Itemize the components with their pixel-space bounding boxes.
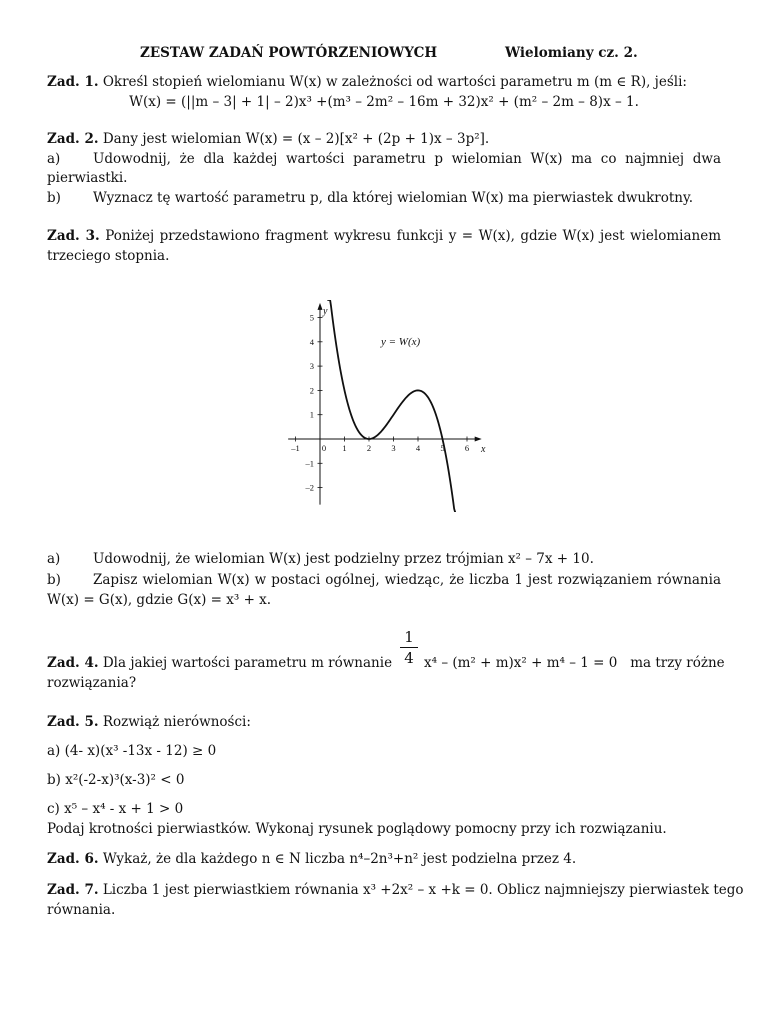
task-3a-text: Udowodnij, że wielomian W(x) jest podzielny przez trójmian x² – 7x + 10. <box>93 551 594 567</box>
task-5-note: Podaj krotności pierwiastków. Wykonaj rysunek poglądowy pomocny przy ich rozwiązaniu. <box>47 821 667 837</box>
task-2a-continued: pierwiastki. <box>47 170 128 186</box>
task-6-text: Wykaż, że dla każdego n ∈ N liczba n⁴–2n³+n² jest podzielna przez 4. <box>102 851 577 867</box>
task-6-label: Zad. 6. <box>47 851 99 867</box>
x-tick-label: 2 <box>366 443 372 453</box>
task-5-intro <box>47 713 721 732</box>
task-2a <box>47 150 721 169</box>
task-5b: b) x²(-2-x)³(x-3)² < 0 <box>47 772 185 788</box>
fraction-numerator: 1 <box>404 628 414 646</box>
task-6 <box>47 850 721 869</box>
x-tick-label: 4 <box>415 443 421 453</box>
task-2b-text: Wyznacz tę wartość parametru p, dla której wielomian W(x) ma pierwiastek dwukrotny. <box>93 190 694 206</box>
task-1-formula: W(x) = (||m – 3| + 1| – 2)x³ +(m³ – 2m² – 16m + 32)x² + (m² – 2m – 8)x – 1. <box>129 94 639 110</box>
polynomial-graph <box>285 300 495 512</box>
task-1-text: Określ stopień wielomianu W(x) w zależności od wartości parametru m (m ∈ R), jeśli: <box>102 74 687 90</box>
task-3-label: Zad. 3. <box>47 228 100 244</box>
task-3b-label: b) <box>47 572 61 588</box>
task-4-text: Dla jakiej wartości parametru m równanie <box>102 655 393 671</box>
fraction-one-quarter <box>398 628 420 667</box>
task-2a-text: Udowodnij, że dla każdej wartości parametru p wielomian W(x) ma co najmniej dwa <box>93 151 721 167</box>
graph-background <box>285 300 495 512</box>
task-4-intro <box>47 654 392 673</box>
task-7-continued: równania. <box>47 902 116 918</box>
graph-title: y = W(x) <box>381 336 421 348</box>
task-5c: c) x⁵ – x⁴ - x + 1 > 0 <box>47 801 184 817</box>
task-2b-label: b) <box>47 190 61 206</box>
y-tick-label: 1 <box>309 409 314 420</box>
x-tick-label: 3 <box>391 443 396 453</box>
x-tick-label: –1 <box>291 443 300 453</box>
y-tick-label: –1 <box>305 458 314 469</box>
worksheet-title: ZESTAW ZADAŃ POWTÓRZENIOWYCH <box>140 45 438 61</box>
fraction-denominator: 4 <box>404 649 414 667</box>
task-2-text: Dany jest wielomian W(x) = (x – 2)[x² + (2p + 1)x – 3p²]. <box>102 131 490 147</box>
task-3-text: Poniżej przedstawiono fragment wykresu funkcji y = W(x), gdzie W(x) jest wielomianem <box>105 228 721 244</box>
y-tick-label: 4 <box>309 336 314 347</box>
task-1-intro <box>47 73 721 92</box>
worksheet-subtitle: Wielomiany cz. 2. <box>505 45 638 61</box>
task-4-label: Zad. 4. <box>47 655 99 671</box>
task-2b <box>47 189 721 208</box>
task-2a-label: a) <box>47 151 61 167</box>
task-3b-text: Zapisz wielomian W(x) w postaci ogólnej, wiedząc, że liczba 1 jest rozwiązaniem równania <box>93 572 721 588</box>
y-tick-label: –2 <box>305 482 314 493</box>
task-7-label: Zad. 7. <box>47 882 99 898</box>
task-5-text: Rozwiąż nierówności: <box>102 714 251 730</box>
task-4-continued: rozwiązania? <box>47 675 137 691</box>
task-3-intro-continued: trzeciego stopnia. <box>47 248 170 264</box>
x-axis-label: x <box>481 444 486 455</box>
task-4-equation: x⁴ – (m² + m)x² + m⁴ – 1 = 0 ma trzy różne <box>424 655 725 671</box>
task-2-label: Zad. 2. <box>47 131 99 147</box>
y-tick-label: 2 <box>309 385 314 396</box>
task-7 <box>47 881 744 900</box>
task-7-text: Liczba 1 jest pierwiastkiem równania x³ +2x² – x +k = 0. Oblicz najmniejszy pierwiastek tego <box>102 882 744 898</box>
task-3b <box>47 571 721 590</box>
task-2-intro <box>47 130 721 149</box>
task-3a <box>47 550 721 569</box>
task-5-label: Zad. 5. <box>47 714 99 730</box>
task-3-intro <box>47 227 721 246</box>
fraction-bar <box>400 647 418 648</box>
task-3b-continued: W(x) = G(x), gdzie G(x) = x³ + x. <box>47 592 272 608</box>
y-tick-label: 5 <box>309 312 314 323</box>
x-tick-label: 0 <box>321 443 327 453</box>
x-tick-label: 5 <box>440 443 445 453</box>
task-5a: a) (4- x)(x³ -13x - 12) ≥ 0 <box>47 743 217 759</box>
x-tick-label: 1 <box>342 443 347 453</box>
task-1-label: Zad. 1. <box>47 74 99 90</box>
y-tick-label: 3 <box>309 361 314 372</box>
y-axis-label: y <box>323 306 328 317</box>
x-tick-label: 6 <box>464 443 470 453</box>
task-3a-label: a) <box>47 551 61 567</box>
